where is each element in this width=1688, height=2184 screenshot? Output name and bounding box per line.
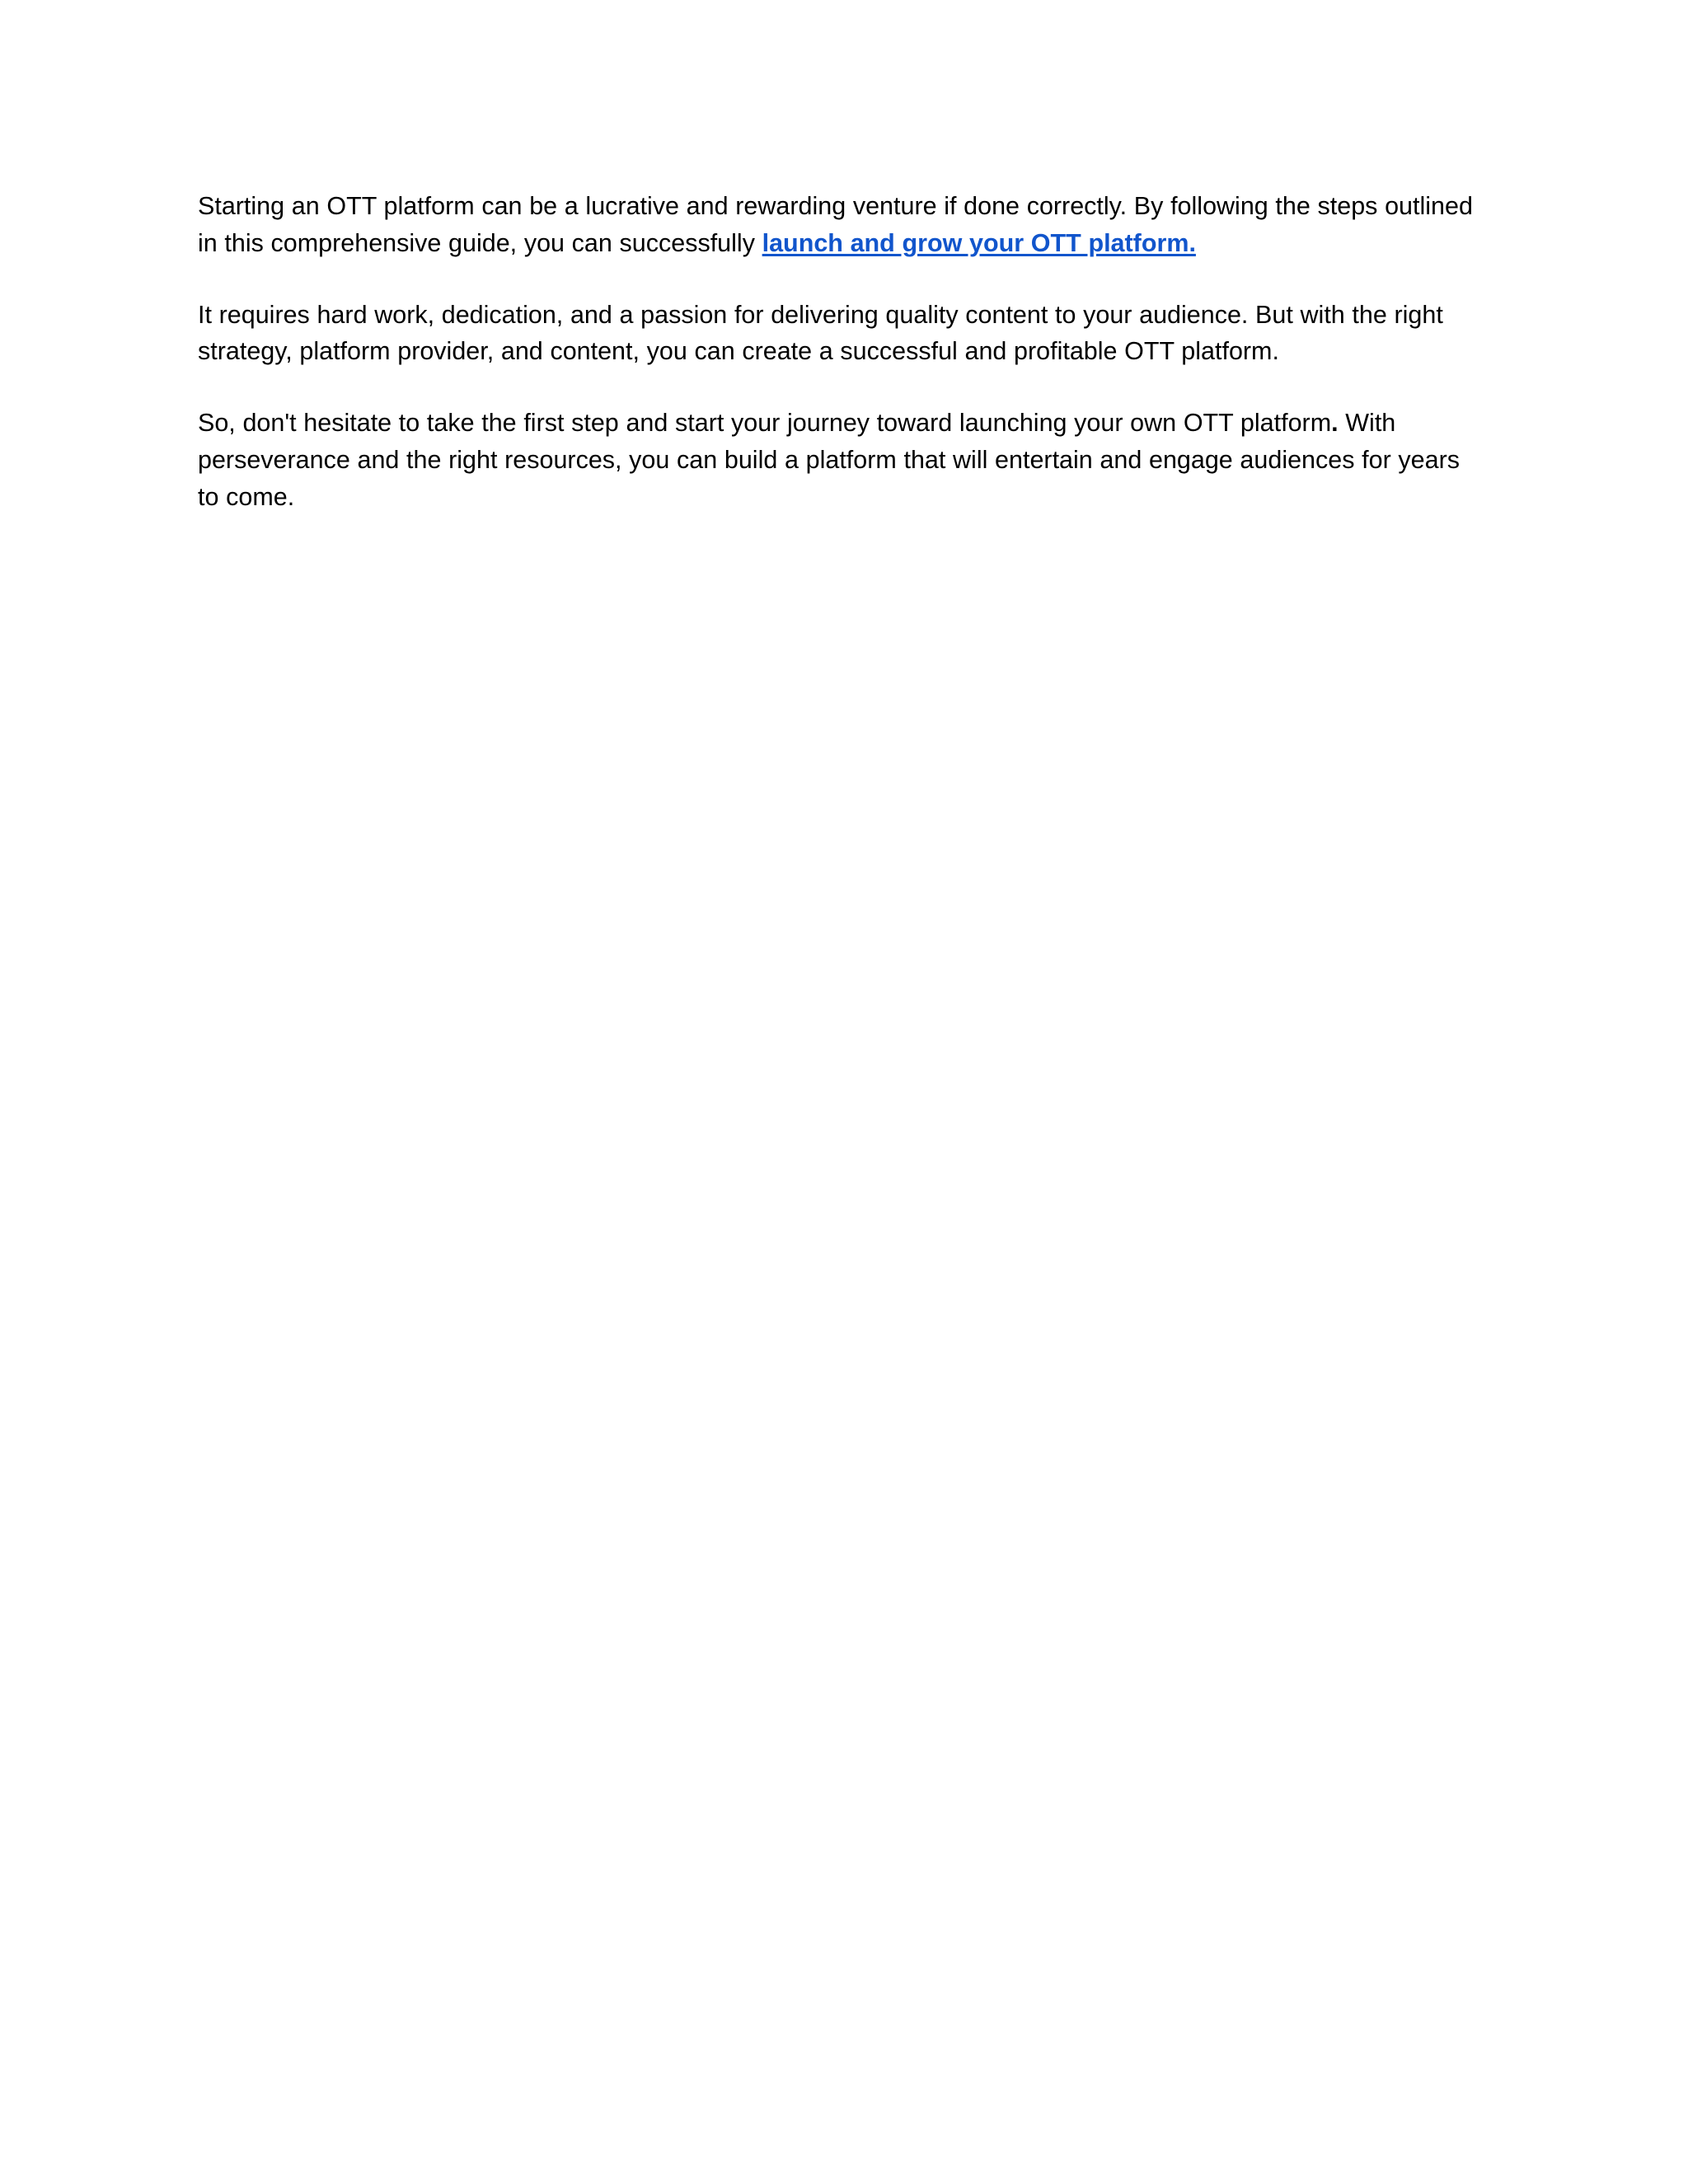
launch-and-grow-ott-platform-link[interactable]: launch and grow your OTT platform.	[762, 228, 1196, 257]
document-body	[198, 188, 1484, 516]
paragraph-1-text-before: Starting an OTT platform can be a lucrative and rewarding venture if done correctly. By following the steps outlined in this comprehensive guide, you can successfully	[198, 192, 1473, 257]
paragraph-3-text-after: With perseverance and the right resources, you can build a platform that will entertain and engage audiences for years to come.	[198, 409, 1461, 511]
paragraph-3-bold-period: .	[1331, 409, 1339, 438]
paragraph-2: It requires hard work, dedication, and a passion for delivering quality content to your audience. But with the right strategy, platform provider, and content, you can create a successful and profitable OTT platform.	[198, 300, 1443, 366]
paragraph-3-text-before: So, don't hesitate to take the first step and start your journey toward launching your own OTT platform	[198, 409, 1332, 438]
paragraph-1	[198, 188, 1484, 262]
paragraph-3	[198, 405, 1484, 515]
